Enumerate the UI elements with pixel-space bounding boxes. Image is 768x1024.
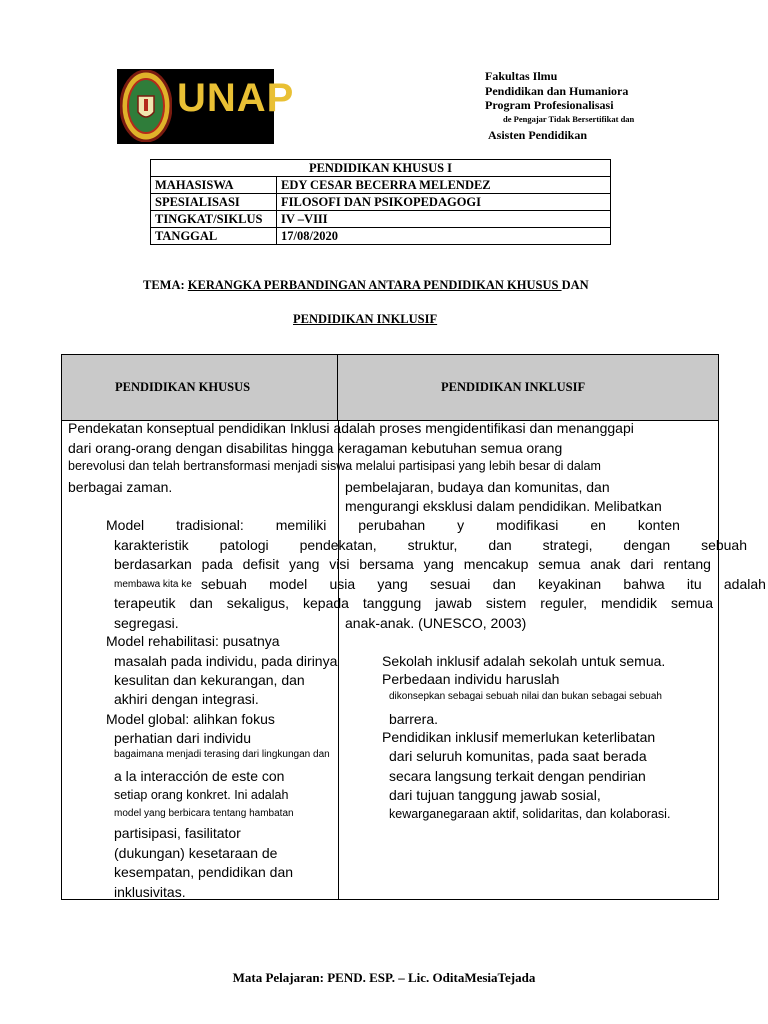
word: karakteristik: [114, 537, 189, 553]
word: tanggung: [362, 595, 422, 611]
text-line: [201, 577, 766, 591]
text-line: setiap orang konkret. Ini adalah: [114, 788, 289, 802]
word: en: [590, 517, 606, 533]
text-line: masalah pada individu, pada dirinya: [114, 653, 338, 669]
text-line: Model rehabilitasi: pusatnya: [106, 633, 280, 649]
text-line: kesulitan dan kekurangan, dan: [114, 672, 305, 688]
text-line: partisipasi, fasilitator: [114, 825, 241, 841]
word: mendidik: [600, 595, 657, 611]
word: pendekatan,: [299, 537, 377, 553]
word: yang: [289, 556, 320, 572]
word: yang: [423, 556, 454, 572]
institution-line: Fakultas Ilmu: [485, 69, 558, 83]
institution-line: de Pengajar Tidak Bersertifikat dan: [503, 114, 635, 124]
word: modifikasi: [496, 517, 559, 533]
word: pada: [201, 556, 233, 572]
info-value: FILOSOFI DAN PSIKOPEDAGOGI: [277, 194, 611, 211]
text-line: [114, 557, 711, 571]
word: konten: [637, 517, 680, 533]
word: sekaligus,: [226, 595, 290, 611]
word: keyakinan: [538, 576, 602, 592]
tema-line-1: [143, 278, 589, 293]
logo-text: UNAP: [177, 76, 295, 120]
text-line: Model global: alihkan fokus: [106, 711, 275, 727]
word: terapeutik: [114, 595, 176, 611]
word: semua: [670, 595, 713, 611]
word: yang: [377, 576, 408, 592]
word: visi: [329, 556, 350, 572]
university-seal-icon: [120, 70, 172, 142]
text-line: Pendidikan inklusif memerlukan keterlibatan: [382, 729, 656, 745]
text-line: kewarganegaraan aktif, solidaritas, dan kolaborasi.: [389, 807, 671, 821]
tema-title: KERANGKA PERBANDINGAN ANTARA PENDIDIKAN KHUSUS: [187, 278, 562, 292]
text-line: model yang berbicara tentang hambatan: [114, 808, 294, 819]
word: y: [457, 517, 465, 533]
text-line: pembelajaran, budaya dan komunitas, dan: [345, 479, 610, 495]
word: semua: [538, 556, 581, 572]
info-value: 17/08/2020: [277, 228, 611, 245]
word: defisit: [242, 556, 280, 572]
text-line: a la interacción de este con: [114, 768, 285, 784]
institution-line: Asisten Pendidikan: [488, 128, 588, 142]
word: model: [269, 576, 308, 592]
institution-line: Pendidikan dan Humaniora: [485, 84, 629, 98]
word: sesuai: [429, 576, 471, 592]
word: struktur,: [407, 537, 458, 553]
info-row: [151, 177, 611, 194]
word: Model: [106, 517, 145, 533]
word: dan: [189, 595, 213, 611]
info-row: [151, 228, 611, 245]
text-line: bagaimana menjadi terasing dari lingkungan dan: [114, 749, 330, 760]
text-line: perhatian dari individu: [114, 730, 251, 746]
word: itu: [686, 576, 702, 592]
word: rentang: [663, 556, 711, 572]
column-header-khusus: PENDIDIKAN KHUSUS: [115, 380, 251, 394]
word: dan: [492, 576, 516, 592]
text-line: berevolusi dan telah bertransformasi menjadi siswa melalui partisipasi yang lebih besar di dalam: [68, 459, 601, 473]
info-value: IV –VIII: [277, 211, 611, 228]
text-line: anak-anak. (UNESCO, 2003): [345, 615, 527, 631]
info-label: MAHASISWA: [151, 177, 277, 194]
word: usia: [329, 576, 356, 592]
word: jawab: [435, 595, 472, 611]
word: adalah: [723, 576, 766, 592]
info-row: [151, 211, 611, 228]
word: dari: [630, 556, 654, 572]
word: kepada: [303, 595, 349, 611]
text-line: dikonsepkan sebagai sebuah nilai dan bukan sebagai sebuah: [389, 691, 662, 702]
word: tradisional:: [176, 517, 244, 533]
word: dan: [488, 537, 512, 553]
text-line: membawa kita ke: [114, 579, 192, 590]
info-label: TANGGAL: [151, 228, 277, 245]
tema-tail: DAN: [561, 278, 589, 292]
info-row: [151, 194, 611, 211]
tema-line-2: PENDIDIKAN INKLUSIF: [293, 312, 438, 326]
text-line: akhiri dengan integrasi.: [114, 691, 259, 707]
info-label: TINGKAT/SIKLUS: [151, 211, 277, 228]
word: patologi: [219, 537, 269, 553]
word: anak: [590, 556, 621, 572]
text-line: dari tujuan tanggung jawab sosial,: [389, 787, 601, 803]
word: sebuah: [201, 576, 247, 592]
word: berdasarkan: [114, 556, 192, 572]
text-line: dari seluruh komunitas, pada saat berada: [389, 748, 647, 764]
column-header-inklusif: PENDIDIKAN INKLUSIF: [441, 380, 586, 394]
word: sistem: [485, 595, 527, 611]
text-line: (dukungan) kesetaraan de: [114, 845, 278, 861]
info-title-row: [151, 160, 611, 177]
student-info-table: [150, 159, 611, 245]
word: mencakup: [463, 556, 529, 572]
column-divider: [338, 421, 339, 899]
course-title: PENDIDIKAN KHUSUS I: [151, 160, 611, 177]
tema-prefix: TEMA:: [143, 278, 188, 292]
text-line: mengurangi eksklusi dalam pendidikan. Melibatkan: [345, 498, 662, 514]
text-line: Sekolah inklusif adalah sekolah untuk semua.: [382, 653, 666, 669]
institution-line: Program Profesionalisasi: [485, 98, 614, 112]
text-line: berbagai zaman.: [68, 479, 173, 495]
text-line: kesempatan, pendidikan dan: [114, 864, 294, 880]
page-footer: Mata Pelajaran: PEND. ESP. – Lic. OditaMesiaTejada: [232, 970, 536, 985]
text-line: [106, 518, 680, 532]
text-line: secara langsung terkait dengan pendirian: [389, 768, 646, 784]
text-line: Pendekatan konseptual pendidikan Inklusi adalah proses mengidentifikasi dan menanggapi: [68, 420, 634, 436]
text-line: [114, 596, 713, 610]
text-line: [114, 538, 747, 552]
text-line: Perbedaan individu haruslah: [382, 671, 560, 687]
word: sebuah: [701, 537, 747, 553]
text-line: dari orang-orang dengan disabilitas hingga keragaman kebutuhan semua orang: [68, 440, 563, 456]
word: dengan: [623, 537, 671, 553]
word: strategi,: [542, 537, 593, 553]
text-line: inklusivitas.: [114, 884, 186, 900]
word: reguler,: [540, 595, 587, 611]
word: bahwa: [623, 576, 665, 592]
word: memiliki: [275, 517, 327, 533]
word: perubahan: [358, 517, 426, 533]
text-line: barrera.: [389, 711, 439, 727]
text-line: segregasi.: [114, 615, 179, 631]
info-label: SPESIALISASI: [151, 194, 277, 211]
info-value: EDY CESAR BECERRA MELENDEZ: [277, 177, 611, 194]
word: bersama: [359, 556, 414, 572]
